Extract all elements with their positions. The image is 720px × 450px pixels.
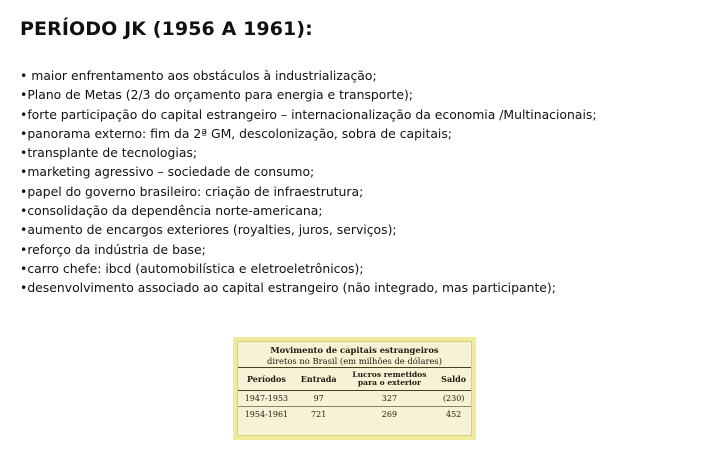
capital-table bbox=[238, 367, 471, 422]
cell-lucros: 327 bbox=[343, 390, 437, 406]
cell-lucros: 269 bbox=[381, 409, 398, 419]
bullet-item: • desenvolvimento associado ao capital estrangeiro (não integrado, mas participante); bbox=[20, 278, 710, 297]
bullet-item: • aumento de encargos exteriores (royalties, juros, serviços); bbox=[20, 220, 710, 239]
table-caption-line2: diretos no Brasil (em milhões de dólares) bbox=[267, 355, 442, 366]
capital-table-panel bbox=[237, 341, 472, 436]
capital-table-figure bbox=[233, 337, 476, 440]
bullet-item: • Plano de Metas (2/3 do orçamento para energia e transporte); bbox=[20, 85, 710, 104]
header-periodos: Períodos bbox=[238, 368, 295, 391]
table-caption bbox=[238, 342, 471, 367]
bullet-item: • reforço da indústria de base; bbox=[20, 240, 710, 259]
cell-periodo: 1947-1953 bbox=[238, 390, 295, 406]
header-saldo: Saldo bbox=[436, 368, 471, 391]
slide-title: PERÍODO JK (1956 A 1961): bbox=[20, 18, 313, 40]
cell-saldo: 452 bbox=[446, 409, 462, 419]
header-lucros bbox=[343, 368, 437, 391]
bullet-item: • forte participação do capital estrangeiro – internacionalização da economia /Multinacionais; bbox=[20, 105, 710, 124]
bullet-list bbox=[20, 66, 710, 298]
table-row bbox=[238, 406, 471, 422]
cell-entrada: 721 bbox=[311, 409, 327, 419]
bullet-item: • maior enfrentamento aos obstáculos à industrialização; bbox=[20, 66, 710, 85]
cell-saldo: (230) bbox=[436, 390, 471, 406]
table-row bbox=[238, 390, 471, 406]
cell-entrada: 97 bbox=[295, 390, 343, 406]
bullet-item: • transplante de tecnologias; bbox=[20, 143, 710, 162]
header-lucros-line1: Lucros remetidos bbox=[352, 370, 427, 379]
bullet-item: • panorama externo: fim da 2ª GM, descolonização, sobra de capitais; bbox=[20, 124, 710, 143]
bullet-item: • consolidação da dependência norte-americana; bbox=[20, 201, 710, 220]
table-header-row bbox=[238, 368, 471, 391]
bullet-item: • papel do governo brasileiro: criação de infraestrutura; bbox=[20, 182, 710, 201]
bullet-item: • marketing agressivo – sociedade de consumo; bbox=[20, 162, 710, 181]
table-caption-line1: Movimento de capitais estrangeiros bbox=[270, 345, 439, 355]
bullet-item: • carro chefe: ibcd (automobilística e eletroeletrônicos); bbox=[20, 259, 710, 278]
cell-periodo: 1954-1961 bbox=[244, 409, 289, 419]
header-entrada: Entrada bbox=[295, 368, 343, 391]
header-lucros-line2: para o exterior bbox=[357, 378, 421, 388]
